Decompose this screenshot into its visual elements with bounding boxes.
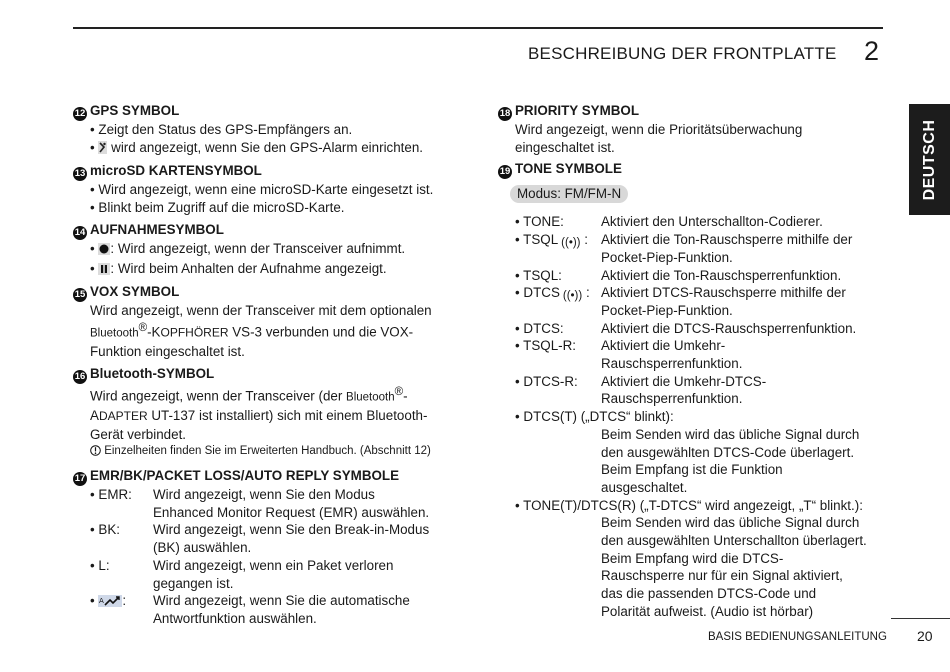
paragraph-line: Bluetooth®-KOPFHÖRER VS-3 verbunden und die VOX- — [90, 321, 414, 340]
pocket-beep-icon: ((•)) — [562, 290, 583, 303]
tone-list-item: • TSQL-R: Aktiviert die Umkehr- Rauschsperrenfunktion. — [515, 338, 743, 372]
info-icon — [90, 445, 101, 463]
section-heading-recording: 14 AUFNAHMESYMBOL — [74, 221, 224, 238]
section-number: 13 — [74, 168, 86, 180]
chapter-title: BESCHREIBUNG DER FRONTPLATTE — [528, 44, 837, 63]
chapter-number: 2 — [864, 36, 880, 66]
paragraph-line: Wird angezeigt, wenn der Transceiver mit dem optionalen — [90, 303, 432, 319]
paragraph-line: eingeschaltet ist. — [515, 139, 615, 155]
tone-list-item: • TONE: Aktiviert den Unterschallton-Codierer. — [515, 214, 823, 230]
section-heading-priority: 18 PRIORITY SYMBOL — [499, 103, 640, 119]
paragraph-line: Wird angezeigt, wenn die Prioritätsüberwachung — [515, 122, 803, 137]
section-heading-bluetooth: 16 Bluetooth-SYMBOL — [74, 365, 215, 382]
description-line: den ausgewählten Unterschallton überlagert. — [601, 533, 867, 549]
list-item: • Wird angezeigt, wenn eine microSD-Karte eingesetzt ist. — [90, 182, 434, 198]
section-heading-gps: 12 GPS SYMBOL — [74, 103, 180, 119]
list-item: • : Wird angezeigt, wenn der Transceiver aufnimmt. — [73, 240, 473, 260]
section-number: 19 — [499, 166, 511, 178]
section-number: 12 — [74, 108, 86, 119]
language-tab-label: DEUTSCH — [920, 119, 938, 200]
dtcst-description — [498, 426, 893, 497]
svg-text:A: A — [99, 597, 105, 606]
info-note: Einzelheiten finden Sie im Erweiterten Handbuch. (Abschnitt 12) — [73, 443, 473, 463]
pause-icon — [98, 262, 110, 280]
manual-title: BASIS BEDIENUNGSANLEITUNG — [708, 631, 887, 643]
left-column — [73, 102, 473, 628]
section-number: 17 — [74, 473, 86, 485]
description-line: ausgeschaltet. — [601, 479, 688, 495]
section-number: 14 — [74, 226, 86, 238]
list-item: • Blinkt beim Zugriff auf die microSD-Karte. — [90, 200, 345, 216]
header-rule — [73, 27, 883, 29]
description-line: das die passenden DTCS-Code und — [601, 586, 817, 602]
description-line: Beim Empfang wird die DTCS- — [601, 550, 784, 566]
description-line: den ausgewählten DTCS-Code überlagert. — [601, 444, 855, 460]
definition-row-packet-loss: • L: Wird angezeigt, wenn ein Paket verloren gegangen ist. — [90, 557, 394, 591]
list-item: • Zeigt den Status des GPS-Empfängers an. — [90, 122, 353, 137]
description-line: Rauschsperre nur für ein Signal aktiviert, — [601, 568, 843, 584]
list-item: • : Wird beim Anhalten der Aufnahme angezeigt. — [73, 260, 473, 280]
gps-alarm-icon — [98, 141, 107, 159]
auto-reply-icon — [98, 594, 122, 612]
definition-row-emr: • EMR: Wird angezeigt, wenn Sie den Modus Enhanced Monitor Request (EMR) auswählen. — [90, 487, 430, 520]
definition-row-bk: • BK: Wird angezeigt, wenn Sie den Break-in-Modus (BK) auswählen. — [90, 522, 430, 556]
tone-list-item: • DTCS: Aktiviert die DTCS-Rauschsperrenfunktion. — [515, 320, 857, 336]
section-number: 15 — [74, 289, 86, 301]
language-tab — [909, 104, 950, 215]
section-number: 16 — [74, 370, 86, 382]
list-item: • TONE(T)/DTCS(R) („T-DTCS“ wird angezeigt, „T“ blinkt.): — [515, 497, 863, 513]
pocket-beep-icon: ((•)) — [561, 237, 581, 250]
section-heading-emr: 17 EMR/BK/PACKET LOSS/AUTO REPLY SYMBOLE — [74, 468, 400, 485]
paragraph-line: Funktion eingeschaltet ist. — [90, 344, 245, 360]
page-number: 20 — [917, 628, 933, 644]
paragraph-line: ADAPTER UT-137 ist installiert) sich mit einem Bluetooth- — [90, 407, 428, 423]
paragraph-line: Wird angezeigt, wenn der Transceiver (der Bluetooth®- — [90, 385, 408, 404]
tone-list — [498, 213, 893, 408]
definition-row-auto-reply: • A : Wird angezeigt, wenn Sie die automatische Antwortfunktion auswählen. — [90, 593, 410, 626]
list-item: • DTCS(T) („DTCS“ blinkt): — [515, 409, 674, 425]
mode-badge: Modus: FM/FM-N — [510, 185, 628, 203]
list-item: • wird angezeigt, wenn Sie den GPS-Alarm einrichten. — [73, 139, 473, 159]
right-column — [498, 102, 893, 621]
section-heading-vox: 15 VOX SYMBOL — [74, 284, 180, 301]
record-icon — [98, 242, 110, 260]
description-line: Beim Senden wird das übliche Signal durch — [601, 426, 860, 442]
section-heading-microsd: 13 microSD KARTENSYMBOL — [74, 163, 262, 180]
section-heading-tone: 19 TONE SYMBOLE — [499, 161, 622, 178]
tone-list-item: • DTCS-R: Aktiviert die Umkehr-DTCS- Rauschsperrenfunktion. — [515, 373, 767, 407]
section-number: 18 — [499, 108, 511, 119]
paragraph-line: Gerät verbindet. — [90, 426, 187, 442]
tone-list-item: • TSQL ((•)) : Aktiviert die Ton-Rauschsperre mithilfe der Pocket-Piep-Funktion. — [515, 232, 853, 265]
description-line: Beim Senden wird das übliche Signal durch — [601, 515, 860, 531]
description-line: Polarität aufweist. (Audio ist hörbar) — [601, 603, 814, 619]
description-line: Beim Empfang ist die Funktion — [601, 462, 783, 478]
tone-dtcs-description — [498, 514, 893, 620]
tone-list-item: • DTCS ((•)) : Aktiviert DTCS-Rauschsperre mithilfe der Pocket-Piep-Funktion. — [515, 285, 846, 318]
tone-list-item: • TSQL: Aktiviert die Ton-Rauschsperrenfunktion. — [515, 267, 842, 283]
footer-rule — [891, 618, 950, 619]
